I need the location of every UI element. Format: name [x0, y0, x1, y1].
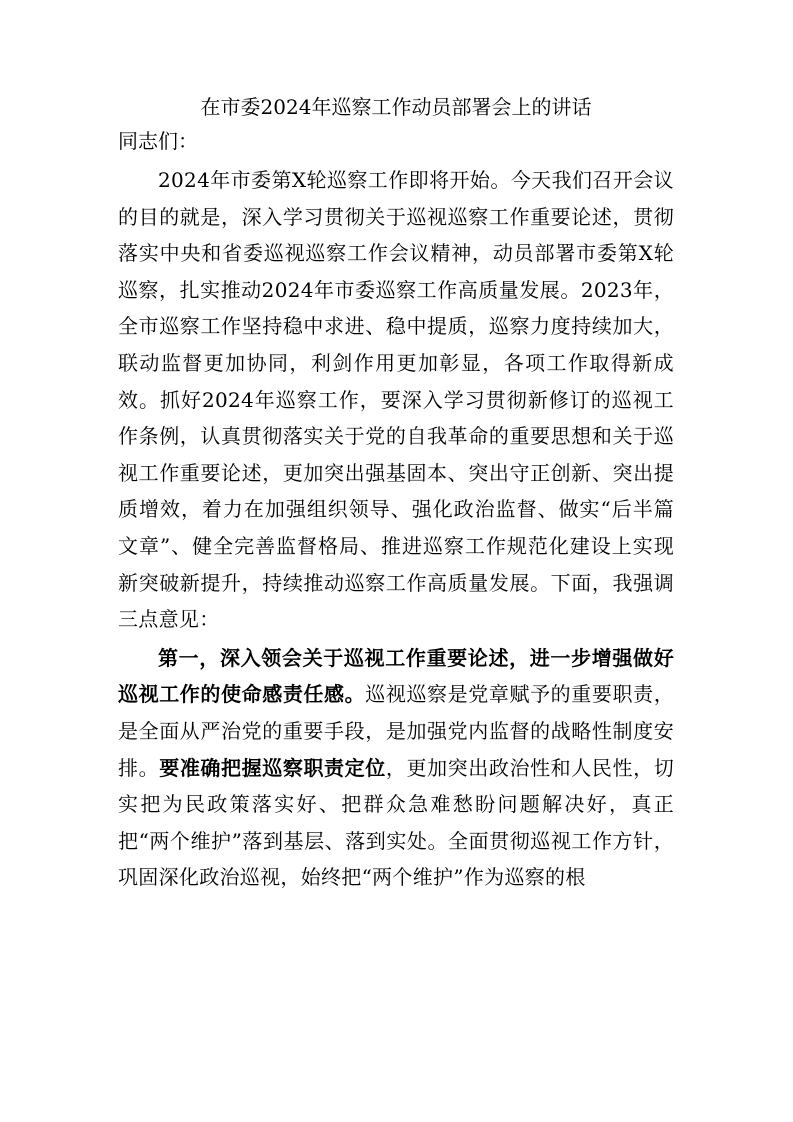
paragraph-intro	[118, 162, 674, 638]
document-title: 在市委2024年巡察工作动员部署会上的讲话	[200, 95, 592, 119]
paragraph-text: 巡视巡察是党章赋予的重要职责，是全面从严治党的重要手段，是加强党内监督的战略性制度安排。	[118, 682, 674, 780]
point-one-heading: 第一，深入领会关于巡视工作重要论述，进一步增强做好巡视工作的使命感责任感。	[118, 645, 674, 707]
paragraph-point-one	[118, 640, 674, 896]
emphasis-text: 要准确把握巡察职责定位	[159, 755, 386, 780]
document-page	[118, 90, 674, 896]
salutation: 同志们：	[118, 129, 198, 153]
paragraph-text: 2024年市委第X轮巡察工作即将开始。今天我们召开会议的目的就是，深入学习贯彻关于巡视巡察工作重要论述，贯彻落实中央和省委巡视巡察工作会议精神，动员部署市委第X轮巡察，扎实推动2024年市委巡察工作高质量发展。2023年，全市巡察工作坚持稳中求进、稳中提质，巡察力度持续加大，联动监督更加协同，利剑作用更加彰显，各项工作取得新成效。抓好2024年巡察工作，要深入学习贯彻新修订的巡视工作条例，认真贯彻落实关于党的自我革命的重要思想和关于巡视工作重要论述，更加突出强基固本、突出守正创新、突出提质增效，着力在加强组织领导、强化政治监督、做实“后半篇文章”、健全完善监督格局、推进巡察工作规范化建设上实现新突破新提升，持续推动巡察工作高质量发展。下面，我强调三点意见：	[118, 168, 674, 632]
paragraph-text: ，更加突出政治性和人民性，切实把为民政策落实好、把群众急难愁盼问题解决好，真正把“两个维护”落到基层、落到实处。全面贯彻巡视工作方针，巩固深化政治巡视，始终把“两个维护”作为巡察的根	[118, 755, 674, 890]
